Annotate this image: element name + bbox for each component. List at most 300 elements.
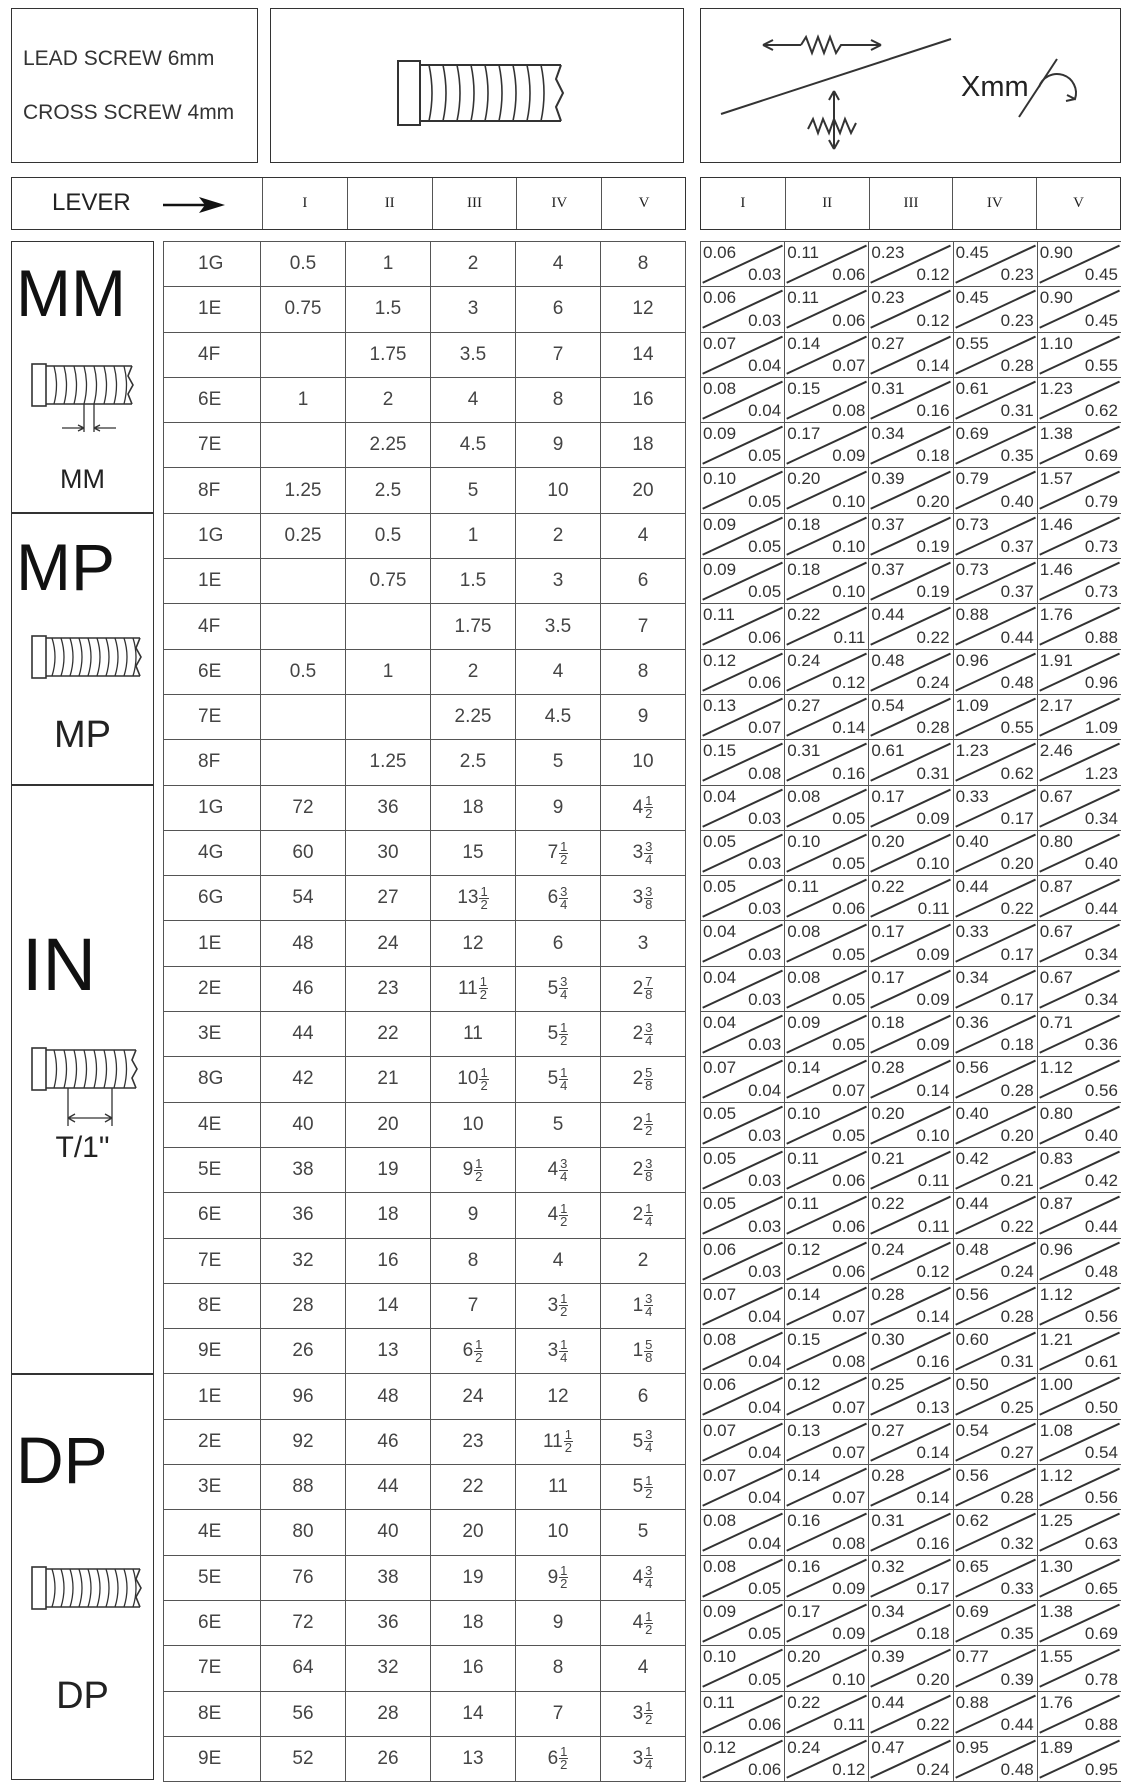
thread-value-cell: 3 1 2 [516,1284,601,1329]
thread-value-cell: 72 [261,1601,346,1646]
cross-feed: 0.10 [916,854,950,874]
feed-cell [954,876,1038,921]
feed-cell [869,514,953,559]
longitudinal-feed: 0.11 [703,1692,735,1712]
longitudinal-feed: 0.11 [787,288,820,308]
thread-value-cell: 2 7 8 [601,967,686,1012]
cross-feed: 0.12 [832,672,866,692]
gear-position-cell: 1E [164,1374,261,1419]
longitudinal-feed: 0.39 [871,469,905,489]
feed-cell [701,1193,785,1238]
cross-feed: 0.03 [748,990,782,1010]
longitudinal-feed: 0.20 [871,831,905,851]
feed-cell [954,1284,1038,1329]
thread-value-cell: 22 [346,1012,431,1057]
longitudinal-feed: 2.46 [1039,741,1073,761]
cross-feed: 0.73 [1084,582,1118,602]
thread-value-cell: 92 [261,1420,346,1465]
group-sub-mp: MP [54,714,111,756]
thread-value-cell: 5 [431,468,516,513]
feed-cell [701,1737,785,1782]
thread-value-cell: 60 [261,831,346,876]
cross-feed: 0.03 [748,310,782,330]
cross-feed: 0.11 [917,1216,950,1236]
cross-feed: 0.06 [748,672,782,692]
cross-feed: 0.05 [832,990,866,1010]
cross-feed: 0.08 [748,763,782,783]
gear-position-cell: 7E [164,695,261,740]
longitudinal-feed: 0.45 [955,288,989,308]
thread-value-cell: 16 [601,378,686,423]
feed-cell [785,604,869,649]
feed-cell [954,1239,1038,1284]
thread-value-cell: 36 [346,786,431,831]
longitudinal-feed: 0.10 [703,469,737,489]
lever-columns-right [701,178,1120,229]
longitudinal-feed: 0.25 [871,1375,905,1395]
feed-cell [869,1239,953,1284]
feed-cell [785,786,869,831]
longitudinal-feed: 0.73 [955,514,989,534]
thread-value-cell: 0.5 [261,650,346,695]
gear-position-cell: 8G [164,1057,261,1102]
thread-value-cell: 16 [431,1646,516,1691]
cross-feed: 0.11 [917,899,950,919]
cross-feed: 0.36 [1084,1035,1118,1055]
feed-cell [1038,650,1121,695]
cross-feed: 1.09 [1084,718,1118,738]
feed-cell [954,514,1038,559]
longitudinal-feed: 0.44 [871,605,905,625]
longitudinal-feed: 0.05 [703,877,737,897]
longitudinal-feed: 2.17 [1039,695,1073,715]
longitudinal-feed: 0.14 [787,333,821,353]
longitudinal-feed: 0.34 [871,1601,905,1621]
thread-value-cell: 9 1 2 [516,1556,601,1601]
longitudinal-feed: 0.77 [955,1647,989,1667]
thread-value-cell: 14 [431,1692,516,1737]
feed-cell [954,740,1038,785]
feed-cell [1038,1057,1121,1102]
thread-value-cell: 3 3 4 [601,831,686,876]
thread-value-cell: 5 [516,740,601,785]
longitudinal-feed: 0.06 [703,243,737,262]
feed-cell [1038,1646,1121,1691]
cross-feed: 0.27 [1000,1443,1034,1463]
cross-feed: 0.48 [1000,672,1034,692]
gear-position-cell: 4F [164,333,261,378]
longitudinal-feed: 0.31 [871,1511,905,1531]
feed-cell [701,1103,785,1148]
cross-feed: 0.08 [832,401,866,421]
thread-value-cell: 72 [261,786,346,831]
gear-position-cell: 8F [164,468,261,513]
thread-value-cell [261,423,346,468]
feed-cell [1038,1737,1121,1782]
cross-feed: 0.11 [833,1714,866,1734]
cross-feed: 0.20 [1000,1125,1034,1145]
feed-cell [785,967,869,1012]
feed-cell [1038,786,1121,831]
thread-value-cell: 96 [261,1374,346,1419]
longitudinal-feed: 0.07 [703,1466,737,1486]
feed-cell [701,1420,785,1465]
feed-cell [785,1692,869,1737]
longitudinal-feed: 0.14 [787,1058,821,1078]
longitudinal-feed: 0.22 [787,1692,821,1712]
thread-value-cell: 40 [261,1103,346,1148]
thread-value-cell: 4.5 [431,423,516,468]
thread-value-cell: 0.5 [261,242,346,287]
feed-cell [785,740,869,785]
thread-value-cell: 10 [516,468,601,513]
cross-feed: 0.50 [1084,1397,1118,1417]
thread-value-cell: 2 [431,650,516,695]
feed-col-2: II [785,178,869,229]
longitudinal-feed: 0.28 [871,1466,905,1486]
cross-feed: 0.31 [1000,1352,1034,1372]
longitudinal-feed: 0.39 [871,1647,905,1667]
thread-value-cell: 6 1 2 [431,1329,516,1374]
longitudinal-feed: 1.23 [1039,378,1073,398]
thread-value-cell: 0.75 [346,559,431,604]
thread-illustration-box [270,8,684,163]
thread-value-cell: 0.75 [261,287,346,332]
cross-feed: 0.31 [916,763,950,783]
longitudinal-feed: 1.55 [1039,1647,1073,1667]
thread-value-cell: 11 [516,1465,601,1510]
longitudinal-feed: 0.67 [1039,786,1073,806]
diametral-thread-icon [12,1553,155,1633]
thread-value-cell: 7 [431,1284,516,1329]
feed-cell [869,287,953,332]
longitudinal-feed: 0.17 [871,786,905,806]
cross-feed: 0.03 [748,899,782,919]
thread-value-cell: 2.5 [346,468,431,513]
lever-col-4: IV [516,178,601,229]
cross-feed: 0.63 [1084,1533,1118,1553]
cross-feed: 0.14 [916,1080,950,1100]
feed-cell [869,1692,953,1737]
longitudinal-feed: 1.38 [1039,1601,1073,1621]
cross-feed: 0.78 [1084,1669,1118,1689]
feed-cell [701,1601,785,1646]
longitudinal-feed: 0.09 [787,1013,821,1033]
thread-value-cell: 42 [261,1057,346,1102]
feed-cell [1038,1420,1121,1465]
gear-position-cell: 2E [164,1420,261,1465]
longitudinal-feed: 0.09 [703,514,737,534]
thread-value-cell: 23 [431,1420,516,1465]
thread-value-cell: 1 [346,650,431,695]
thread-value-cell: 4 3 4 [601,1556,686,1601]
longitudinal-feed: 0.47 [871,1737,905,1757]
longitudinal-feed: 0.17 [787,1601,821,1621]
thread-value-cell: 18 [431,786,516,831]
longitudinal-feed: 0.28 [871,1058,905,1078]
cross-feed: 0.07 [832,1443,866,1463]
group-box-in [11,785,154,1374]
feed-cell [785,1646,869,1691]
cross-feed: 0.04 [748,355,782,375]
cross-feed: 0.54 [1084,1443,1118,1463]
longitudinal-feed: 0.23 [871,243,905,262]
feed-cell [1038,1510,1121,1555]
cross-feed: 0.44 [1084,899,1118,919]
cross-feed: 0.03 [748,808,782,828]
cross-feed: 0.07 [832,1307,866,1327]
thread-value-cell: 1 [431,514,516,559]
feed-cell [785,423,869,468]
feed-cell [701,967,785,1012]
thread-value-cell: 13 [431,1737,516,1782]
longitudinal-feed: 0.12 [787,1375,821,1395]
longitudinal-feed: 0.11 [787,1194,820,1214]
feed-cell [785,514,869,559]
feed-cell [954,1012,1038,1057]
feed-cell [701,1646,785,1691]
longitudinal-feed: 0.15 [787,378,821,398]
cross-feed: 0.40 [1084,854,1118,874]
thread-value-cell: 14 [601,333,686,378]
feed-cell [701,1057,785,1102]
longitudinal-feed: 0.33 [955,786,989,806]
cross-feed: 0.03 [748,1035,782,1055]
longitudinal-feed: 0.69 [955,1601,989,1621]
thread-value-cell: 8 [601,242,686,287]
group-code-dp: DP [16,1423,108,1497]
thread-value-cell [346,695,431,740]
cross-feed: 0.56 [1084,1080,1118,1100]
gear-position-cell: 1E [164,559,261,604]
thread-value-cell [261,604,346,649]
thread-value-cell: 10 [516,1510,601,1555]
thread-value-cell: 2.25 [431,695,516,740]
longitudinal-feed: 1.12 [1039,1284,1073,1304]
thread-value-cell: 11 [431,1012,516,1057]
feed-cell [785,468,869,513]
thread-value-cell: 5 3 4 [601,1420,686,1465]
cross-feed: 0.24 [1000,1261,1034,1281]
cross-feed: 0.61 [1084,1352,1118,1372]
longitudinal-feed: 0.10 [703,1647,737,1667]
gear-position-cell: 6E [164,1601,261,1646]
feed-cell [869,876,953,921]
thread-value-cell: 56 [261,1692,346,1737]
feed-cell [701,786,785,831]
cross-feed: 0.10 [832,582,866,602]
longitudinal-feed: 0.48 [955,1239,989,1259]
longitudinal-feed: 1.12 [1039,1058,1073,1078]
cross-feed: 0.09 [916,808,950,828]
longitudinal-feed: 0.10 [787,1103,821,1123]
thread-value-cell: 10 1 2 [431,1057,516,1102]
feed-cell [701,378,785,423]
gear-position-cell: 7E [164,1239,261,1284]
feed-cell [954,967,1038,1012]
cross-feed: 0.04 [748,1533,782,1553]
feed-cell [954,287,1038,332]
cross-feed: 0.10 [832,491,866,511]
lever-col-2: II [347,178,432,229]
thread-value-cell: 7 [516,1692,601,1737]
thread-value-cell: 9 1 2 [431,1148,516,1193]
cross-feed: 0.20 [916,1669,950,1689]
cross-feed: 0.09 [832,1578,866,1598]
feed-cell [869,1556,953,1601]
feed-cell [1038,1329,1121,1374]
longitudinal-feed: 0.24 [871,1239,905,1259]
feed-cell [785,1239,869,1284]
longitudinal-feed: 0.36 [955,1013,989,1033]
longitudinal-feed: 1.76 [1039,605,1073,625]
feed-cell [785,1374,869,1419]
cross-feed: 0.06 [832,265,866,285]
feed-cell [701,333,785,378]
feed-cell [785,1284,869,1329]
longitudinal-feed: 0.42 [955,1148,989,1168]
feed-cell [869,1737,953,1782]
feed-cell [701,1012,785,1057]
gear-position-cell: 1E [164,287,261,332]
cross-feed: 0.06 [832,899,866,919]
feed-cell [1038,1465,1121,1510]
thread-value-cell: 6 [516,287,601,332]
longitudinal-feed: 0.33 [955,922,989,942]
longitudinal-feed: 0.04 [703,1013,737,1033]
longitudinal-feed: 0.13 [787,1420,821,1440]
feed-cell [869,604,953,649]
thread-value-cell: 6 [601,1374,686,1419]
longitudinal-feed: 0.54 [955,1420,989,1440]
cross-feed: 0.12 [916,265,950,285]
cross-feed: 0.17 [1000,990,1034,1010]
feed-cell [1038,1103,1121,1148]
feed-cell [701,1692,785,1737]
cross-feed: 0.04 [748,1307,782,1327]
thread-value-cell: 19 [346,1148,431,1193]
cross-feed: 0.42 [1084,1171,1118,1191]
feed-cell [785,1193,869,1238]
feed-cell [869,1329,953,1374]
cross-feed: 0.20 [1000,854,1034,874]
thread-value-cell: 5 1 4 [516,1057,601,1102]
feed-cell [954,1646,1038,1691]
cross-feed: 0.20 [916,491,950,511]
cross-feed: 0.04 [748,1080,782,1100]
feed-cell [785,1329,869,1374]
longitudinal-feed: 0.08 [787,786,821,806]
feed-cell [1038,1556,1121,1601]
feed-cell [869,921,953,966]
longitudinal-feed: 0.55 [955,333,989,353]
feed-cell [785,921,869,966]
feed-unit-label: Xmm [961,71,1029,103]
feed-direction-icon [701,9,1121,164]
thread-value-cell: 3.5 [516,604,601,649]
cross-feed: 0.55 [1000,718,1034,738]
feed-cell [1038,967,1121,1012]
feed-cell [869,423,953,468]
longitudinal-feed: 0.88 [955,1692,989,1712]
longitudinal-feed: 0.14 [787,1466,821,1486]
cross-feed: 0.40 [1084,1125,1118,1145]
lever-col-1: I [262,178,347,229]
longitudinal-feed: 0.32 [871,1556,905,1576]
feed-cell [701,468,785,513]
cross-feed: 0.95 [1084,1760,1118,1780]
longitudinal-feed: 0.09 [703,424,737,444]
feed-lever-header-box [700,177,1121,230]
thread-value-cell: 20 [601,468,686,513]
thread-value-cell: 3 [431,287,516,332]
feed-cell [701,876,785,921]
longitudinal-feed: 0.18 [787,560,821,580]
feed-cell [954,1420,1038,1465]
longitudinal-feed: 0.08 [703,378,737,398]
gear-position-cell: 4E [164,1510,261,1555]
feed-cell [785,1601,869,1646]
feed-cell [701,1465,785,1510]
feed-cell [1038,423,1121,468]
longitudinal-feed: 1.21 [1039,1330,1073,1350]
feed-cell [954,1737,1038,1782]
thread-value-cell: 24 [346,921,431,966]
thread-value-cell [261,695,346,740]
cross-feed: 0.55 [1084,355,1118,375]
group-box-dp [11,1374,154,1780]
thread-value-cell: 2 3 8 [601,1148,686,1193]
cross-feed: 0.09 [916,1035,950,1055]
longitudinal-feed: 0.44 [955,877,989,897]
cross-feed: 0.10 [832,1669,866,1689]
group-code-in: IN [22,923,96,1006]
longitudinal-feed: 1.76 [1039,1692,1073,1712]
feed-cell [954,423,1038,468]
cross-feed: 0.03 [748,1216,782,1236]
feed-cell [954,1510,1038,1555]
thread-value-cell: 38 [346,1556,431,1601]
cross-feed: 0.22 [1000,1216,1034,1236]
cross-feed: 0.34 [1084,808,1118,828]
feed-cell [785,1737,869,1782]
thread-value-cell: 11 1 2 [516,1420,601,1465]
thread-value-cell: 3 [601,921,686,966]
gear-position-cell: 9E [164,1329,261,1374]
feed-cell [954,378,1038,423]
longitudinal-feed: 0.71 [1039,1013,1073,1033]
longitudinal-feed: 1.57 [1039,469,1073,489]
cross-feed: 0.09 [832,446,866,466]
longitudinal-feed: 0.27 [871,333,905,353]
longitudinal-feed: 0.12 [787,1239,821,1259]
cross-feed: 0.08 [832,1352,866,1372]
thread-value-cell: 1 [261,378,346,423]
thread-value-cell: 2 [346,378,431,423]
cross-feed: 0.73 [1084,537,1118,557]
feed-cell [1038,378,1121,423]
cross-feed: 0.88 [1084,1714,1118,1734]
feed-cell [954,333,1038,378]
gear-position-cell: 8E [164,1284,261,1329]
longitudinal-feed: 0.50 [955,1375,989,1395]
cross-feed: 0.23 [1000,310,1034,330]
thread-value-cell: 44 [346,1465,431,1510]
feed-cell [785,695,869,740]
longitudinal-feed: 0.09 [703,1601,737,1621]
longitudinal-feed: 0.24 [787,650,821,670]
cross-feed: 1.23 [1084,763,1118,783]
